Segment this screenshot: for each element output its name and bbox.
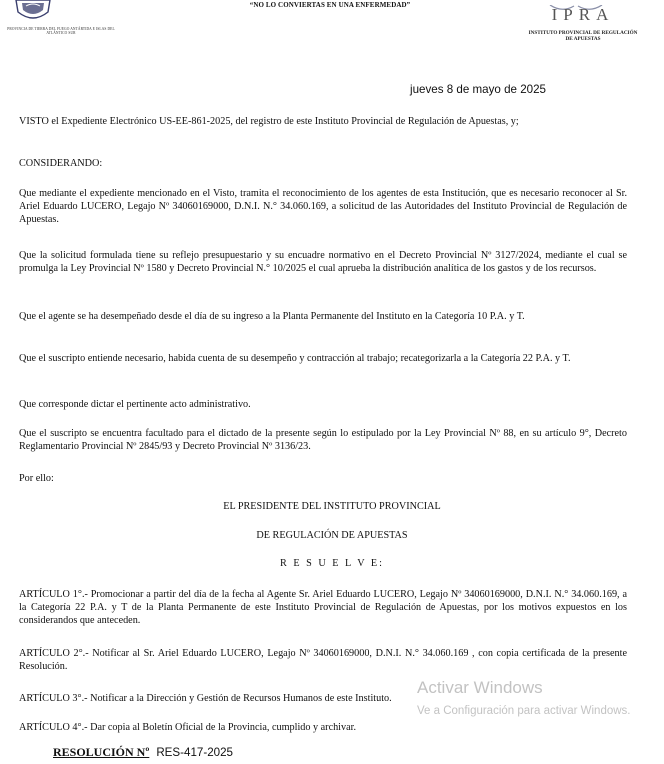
province-seal-icon bbox=[12, 0, 54, 22]
activation-watermark-title: Activar Windows bbox=[417, 678, 543, 697]
resolution-number: RES-417-2025 bbox=[156, 746, 234, 759]
visto-paragraph: VISTO el Expediente Electrónico US-EE-861-2025, del registro de este Instituto Provincial de Regulación de Apuestas, y; bbox=[19, 116, 519, 127]
considerando-paragraph-2: Que la solicitud formulada tiene su reflejo presupuestario y su encuadre normativo en el Decreto Provincial Nº 3127/2024, mediante el cual se promulga la Ley Provincial Nº 1580 y Decreto Provincial N.° 10/2025 el cual aprueba la distribución analítica de los gastos y de los recursos. bbox=[19, 250, 627, 274]
por-ello: Por ello: bbox=[19, 473, 54, 484]
resolution-line bbox=[53, 745, 233, 760]
province-caption: PROVINCIA DE TIERRA DEL FUEGO ANTÁRTIDA E ISLAS DEL ATLÁNTICO SUR bbox=[7, 27, 115, 36]
considerando-paragraph-6: Que el suscripto se encuentra facultado para el dictado de la presente según lo estipulado por la Ley Provincial Nº 88, en su artículo 9°, Decreto Reglamentario Provincial Nº 2845/93 y Decreto Provincial Nº 3136/23. bbox=[19, 428, 627, 452]
motto: “NO LO CONVIERTAS EN UNA ENFERMEDAD” bbox=[249, 1, 411, 9]
activation-watermark-subtitle: Ve a Configuración para activar Windows. bbox=[417, 705, 631, 717]
document-date: jueves 8 de mayo de 2025 bbox=[410, 83, 547, 96]
ipra-subtitle: INSTITUTO PROVINCIAL DE REGULACIÓN DE APUESTAS bbox=[528, 30, 638, 43]
considerando-paragraph-4: Que el suscripto entiende necesario, habida cuenta de su desempeño y contracción al trabajo; recategorizarla a la Categoría 22 P.A. y T. bbox=[19, 353, 571, 364]
resuelve-heading: R E S U E L V E: bbox=[280, 558, 384, 569]
article-2: ARTÍCULO 2°.- Notificar al Sr. Ariel Eduardo LUCERO, Legajo Nº 34060169000, D.N.I. N.° 34.060.169 , con copia certificada de la presente Resolución. bbox=[19, 648, 627, 672]
article-3: ARTÍCULO 3°.- Notificar a la Dirección y Gestión de Recursos Humanos de este Instituto. bbox=[19, 693, 392, 704]
ipra-logo: IPRA bbox=[551, 5, 615, 24]
heading-line-2: DE REGULACIÓN DE APUESTAS bbox=[256, 530, 408, 541]
resolution-label: RESOLUCIÓN Nº bbox=[53, 745, 150, 759]
considerando-paragraph-3: Que el agente se ha desempeñado desde el día de su ingreso a la Planta Permanente del Instituto en la Categoría 10 P.A. y T. bbox=[19, 311, 525, 322]
considerando-paragraph-5: Que corresponde dictar el pertinente acto administrativo. bbox=[19, 399, 251, 410]
considerando-paragraph-1: Que mediante el expediente mencionado en el Visto, tramita el reconocimiento de los agentes de esta Institución, que es necesario reconocer al Sr. Ariel Eduardo LUCERO, Legajo Nº 34060169000, D.N.I. N.° 34.060.169, a solicitud de las Autoridades del Instituto Provincial de Regulación de Apuestas. bbox=[19, 188, 627, 225]
article-1: ARTÍCULO 1°.- Promocionar a partir del día de la fecha al Agente Sr. Ariel Eduardo LUCERO, Legajo Nº 34060169000, D.N.I. N.° 34.060.169, a la Categoría 22 P.A. y T de la Planta Permanente de este Instituto Provincial de Regulación de Apuestas, por los motivos expuestos en los considerandos que anteceden. bbox=[19, 589, 627, 626]
considerando-heading: CONSIDERANDO: bbox=[19, 158, 103, 169]
article-4: ARTÍCULO 4°.- Dar copia al Boletín Oficial de la Provincia, cumplido y archivar. bbox=[19, 722, 357, 733]
heading-line-1: EL PRESIDENTE DEL INSTITUTO PROVINCIAL bbox=[223, 501, 441, 512]
